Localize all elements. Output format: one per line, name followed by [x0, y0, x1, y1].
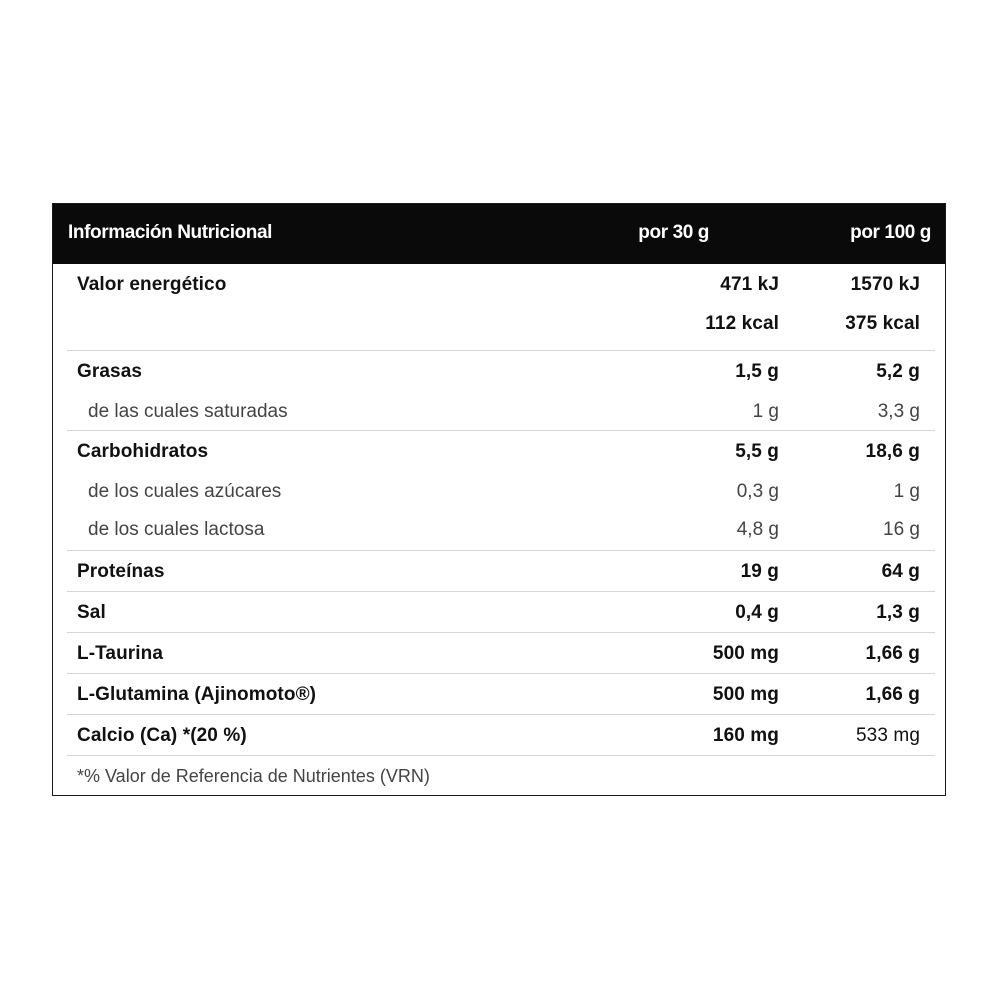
table-body: [53, 264, 944, 800]
row-label: Sal: [77, 602, 106, 623]
row-value-100g: 18,6 g: [865, 441, 920, 462]
header-col-per-100g: por 100 g: [850, 222, 931, 243]
row-value-30g: 500 mg: [712, 684, 779, 705]
table-row-glutamine: [53, 674, 944, 714]
row-label: Proteínas: [77, 561, 165, 582]
row-value-30g: 500 mg: [712, 643, 779, 664]
row-label: Grasas: [77, 361, 143, 382]
row-value-100g: 1,3 g: [876, 602, 920, 623]
row-value-100g: 375 kcal: [845, 313, 920, 334]
row-value-100g: 5,2 g: [876, 361, 920, 382]
row-label: Valor energético: [77, 274, 227, 295]
table-row-fats: [53, 351, 944, 391]
row-label: de los cuales azúcares: [88, 481, 282, 502]
table-header: [53, 204, 945, 264]
footnote: [53, 756, 944, 800]
row-value-30g: 471 kJ: [720, 274, 779, 295]
table-row-taurine: [53, 633, 944, 673]
table-row-lactose: [53, 509, 944, 550]
table-row-energy-kcal: [53, 303, 944, 350]
footnote-text: *% Valor de Referencia de Nutrientes (VRN): [77, 766, 430, 786]
row-value-100g: 1,66 g: [865, 684, 920, 705]
row-label: L-Glutamina (Ajinomoto®): [77, 684, 317, 705]
table-row-energy-kj: [53, 264, 944, 303]
table-row-calcium: [53, 715, 944, 755]
row-value-30g: 160 mg: [712, 725, 779, 746]
table-row-proteins: [53, 551, 944, 591]
row-value-100g: 1,66 g: [865, 643, 920, 664]
row-value-30g: 1,5 g: [735, 361, 779, 382]
row-value-100g: 1570 kJ: [850, 274, 920, 295]
row-label: L-Taurina: [77, 643, 164, 664]
table-row-saturated: [53, 391, 944, 430]
table-row-carbohydrates: [53, 431, 944, 471]
row-value-30g: 4,8 g: [736, 519, 779, 540]
row-value-30g: 1 g: [752, 401, 779, 422]
header-col-per-30g: por 30 g: [638, 222, 709, 243]
row-value-30g: 19 g: [740, 561, 779, 582]
table-row-salt: [53, 592, 944, 632]
row-value-30g: 112 kcal: [705, 313, 779, 334]
header-title: Información Nutricional: [68, 222, 273, 243]
row-value-100g: 64 g: [881, 561, 920, 582]
row-value-30g: 0,3 g: [736, 481, 779, 502]
row-label: Calcio (Ca) *(20 %): [77, 725, 247, 746]
row-value-100g: 1 g: [893, 481, 920, 502]
row-label: Carbohidratos: [77, 441, 209, 462]
row-value-100g: 533 mg: [856, 725, 920, 746]
row-value-30g: 0,4 g: [735, 602, 779, 623]
row-value-100g: 16 g: [883, 519, 920, 540]
nutrition-table: [52, 203, 946, 796]
row-label: de las cuales saturadas: [88, 401, 288, 422]
table-row-sugars: [53, 471, 944, 509]
row-label: de los cuales lactosa: [88, 519, 265, 540]
row-value-30g: 5,5 g: [735, 441, 779, 462]
row-value-100g: 3,3 g: [877, 401, 920, 422]
